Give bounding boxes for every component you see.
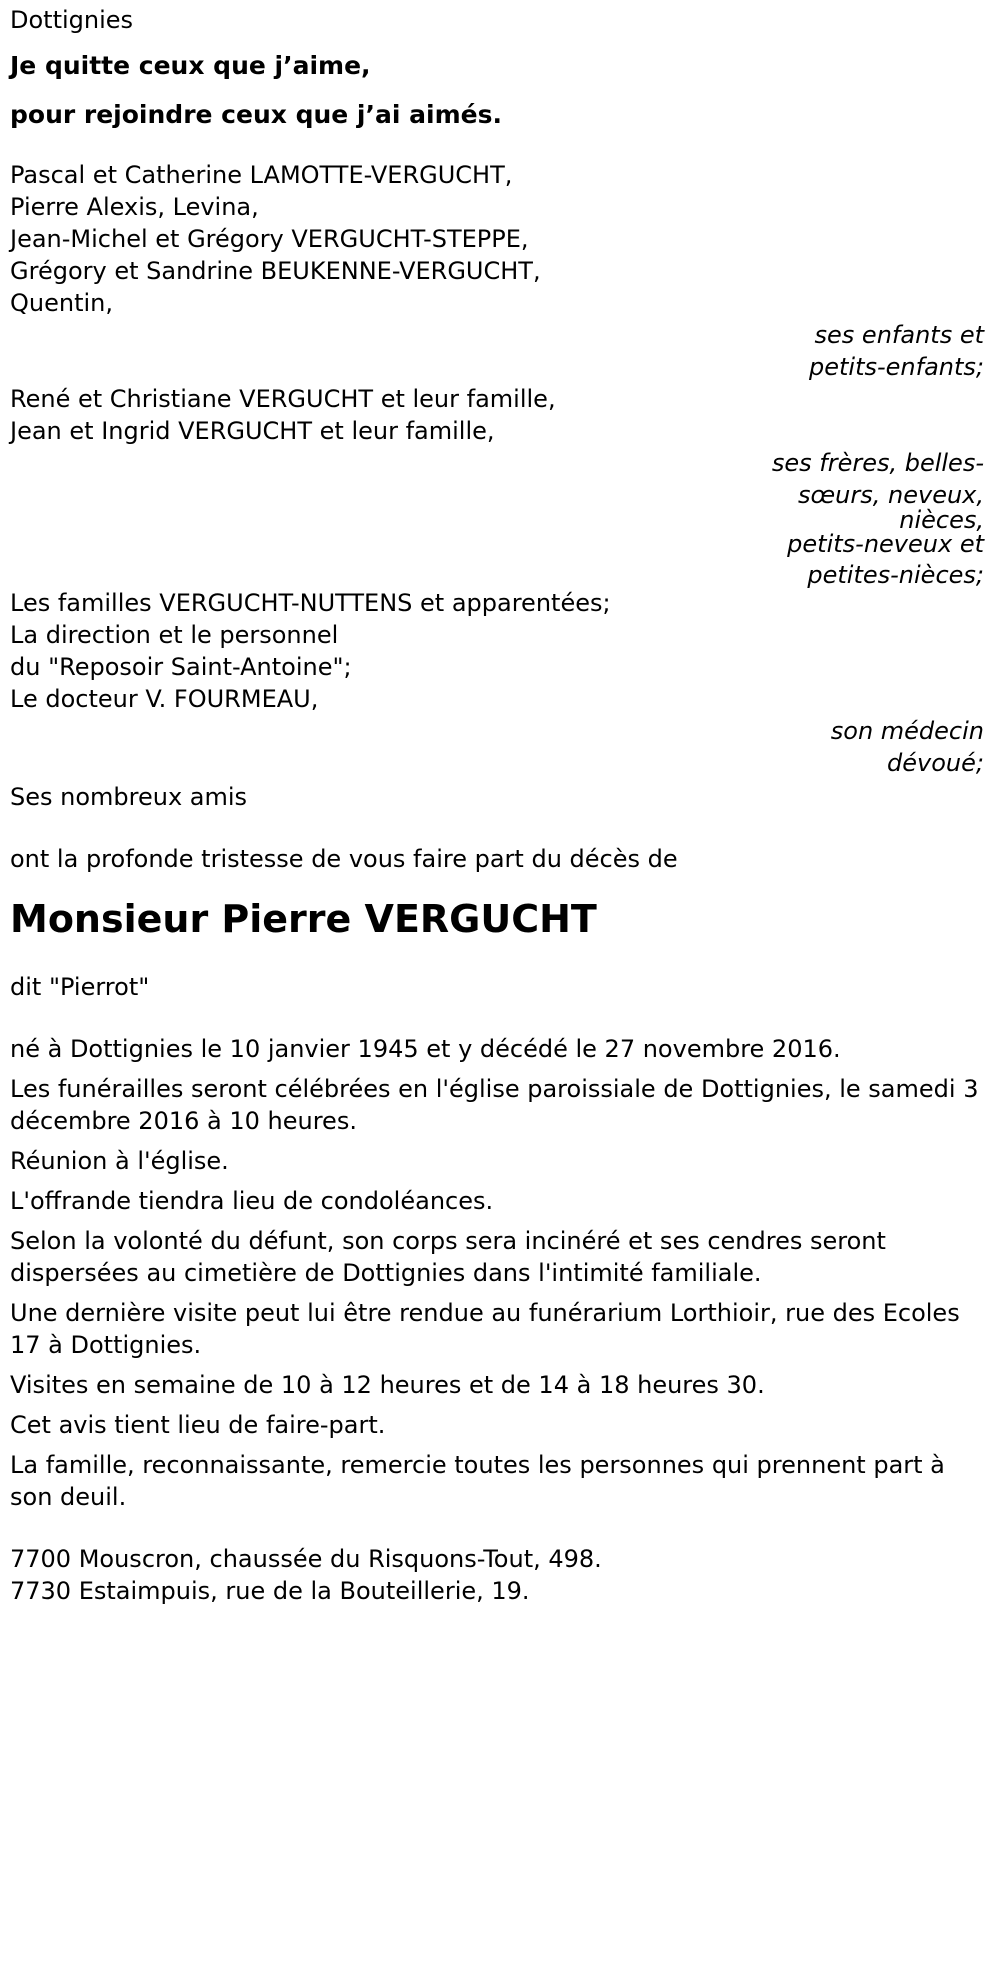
family-name-line: René et Christiane VERGUCHT et leur famille, xyxy=(10,385,556,413)
relation-line: petits-neveux et xyxy=(787,530,984,558)
quote-line-2: pour rejoindre ceux que j’ai aimés. xyxy=(10,100,502,129)
family-name-line: Pierre Alexis, Levina, xyxy=(10,193,259,221)
family-name-line: La direction et le personnel xyxy=(10,621,339,649)
family-name-line: Grégory et Sandrine BEUKENNE-VERGUCHT, xyxy=(10,257,541,285)
friends-line: Ses nombreux amis xyxy=(10,783,248,811)
relation-label xyxy=(754,715,990,779)
detail-paragraph: Cet avis tient lieu de faire-part. xyxy=(10,1411,386,1439)
relation-line: petits-enfants; xyxy=(809,353,984,381)
family-name-line: Le docteur V. FOURMEAU, xyxy=(10,685,319,713)
relation-line: ses enfants et xyxy=(814,321,984,349)
relation-line: sœurs, neveux, xyxy=(798,481,984,509)
relation-line: ses frères, belles- xyxy=(771,449,984,477)
relation-label xyxy=(754,319,990,383)
announcement-line: ont la profonde tristesse de vous faire part du décès de xyxy=(10,845,678,873)
family-name-line: Quentin, xyxy=(10,289,113,317)
address-line: 7730 Estaimpuis, rue de la Bouteillerie, 19. xyxy=(10,1577,530,1605)
address-section xyxy=(10,1543,990,1607)
detail-paragraph: Selon la volonté du défunt, son corps sera incinéré et ses cendres seront dispersées au cimetière de Dottignies dans l'intimité familiale. xyxy=(10,1227,886,1287)
family-name-line: Pascal et Catherine LAMOTTE-VERGUCHT, xyxy=(10,161,513,189)
detail-paragraph: Réunion à l'église. xyxy=(10,1147,229,1175)
family-name-line: Les familles VERGUCHT-NUTTENS et apparentées; xyxy=(10,589,611,617)
detail-paragraph: né à Dottignies le 10 janvier 1945 et y décédé le 27 novembre 2016. xyxy=(10,1035,841,1063)
family-group-others xyxy=(10,587,990,779)
detail-paragraph: Les funérailles seront célébrées en l'église paroissiale de Dottignies, le samedi 3 décembre 2016 à 10 heures. xyxy=(10,1075,979,1135)
relation-line: nièces, xyxy=(899,506,984,534)
detail-paragraph: Visites en semaine de 10 à 12 heures et de 14 à 18 heures 30. xyxy=(10,1371,765,1399)
family-group-siblings xyxy=(10,383,990,591)
family-name-line: du "Reposoir Saint-Antoine"; xyxy=(10,653,352,681)
relation-line: petites-nièces; xyxy=(807,561,984,589)
family-name-line: Jean et Ingrid VERGUCHT et leur famille, xyxy=(10,417,495,445)
relation-line: son médecin xyxy=(830,717,984,745)
address-line: 7700 Mouscron, chaussée du Risquons-Tout, 498. xyxy=(10,1545,602,1573)
deceased-name: Monsieur Pierre VERGUCHT xyxy=(10,897,597,941)
relation-line: dévoué; xyxy=(887,749,984,777)
quote-line-1: Je quitte ceux que j’aime, xyxy=(10,51,371,80)
nickname-line: dit "Pierrot" xyxy=(10,973,150,1001)
detail-paragraph: L'offrande tiendra lieu de condoléances. xyxy=(10,1187,494,1215)
family-name-line: Jean-Michel et Grégory VERGUCHT-STEPPE, xyxy=(10,225,529,253)
relation-label xyxy=(744,447,990,591)
family-group-children xyxy=(10,159,990,383)
details-section xyxy=(10,1033,990,1513)
detail-paragraph: La famille, reconnaissante, remercie toutes les personnes qui prennent part à son deuil. xyxy=(10,1451,945,1511)
detail-paragraph: Une dernière visite peut lui être rendue au funérarium Lorthioir, rue des Ecoles 17 à Dottignies. xyxy=(10,1299,960,1359)
place-name: Dottignies xyxy=(10,6,134,34)
